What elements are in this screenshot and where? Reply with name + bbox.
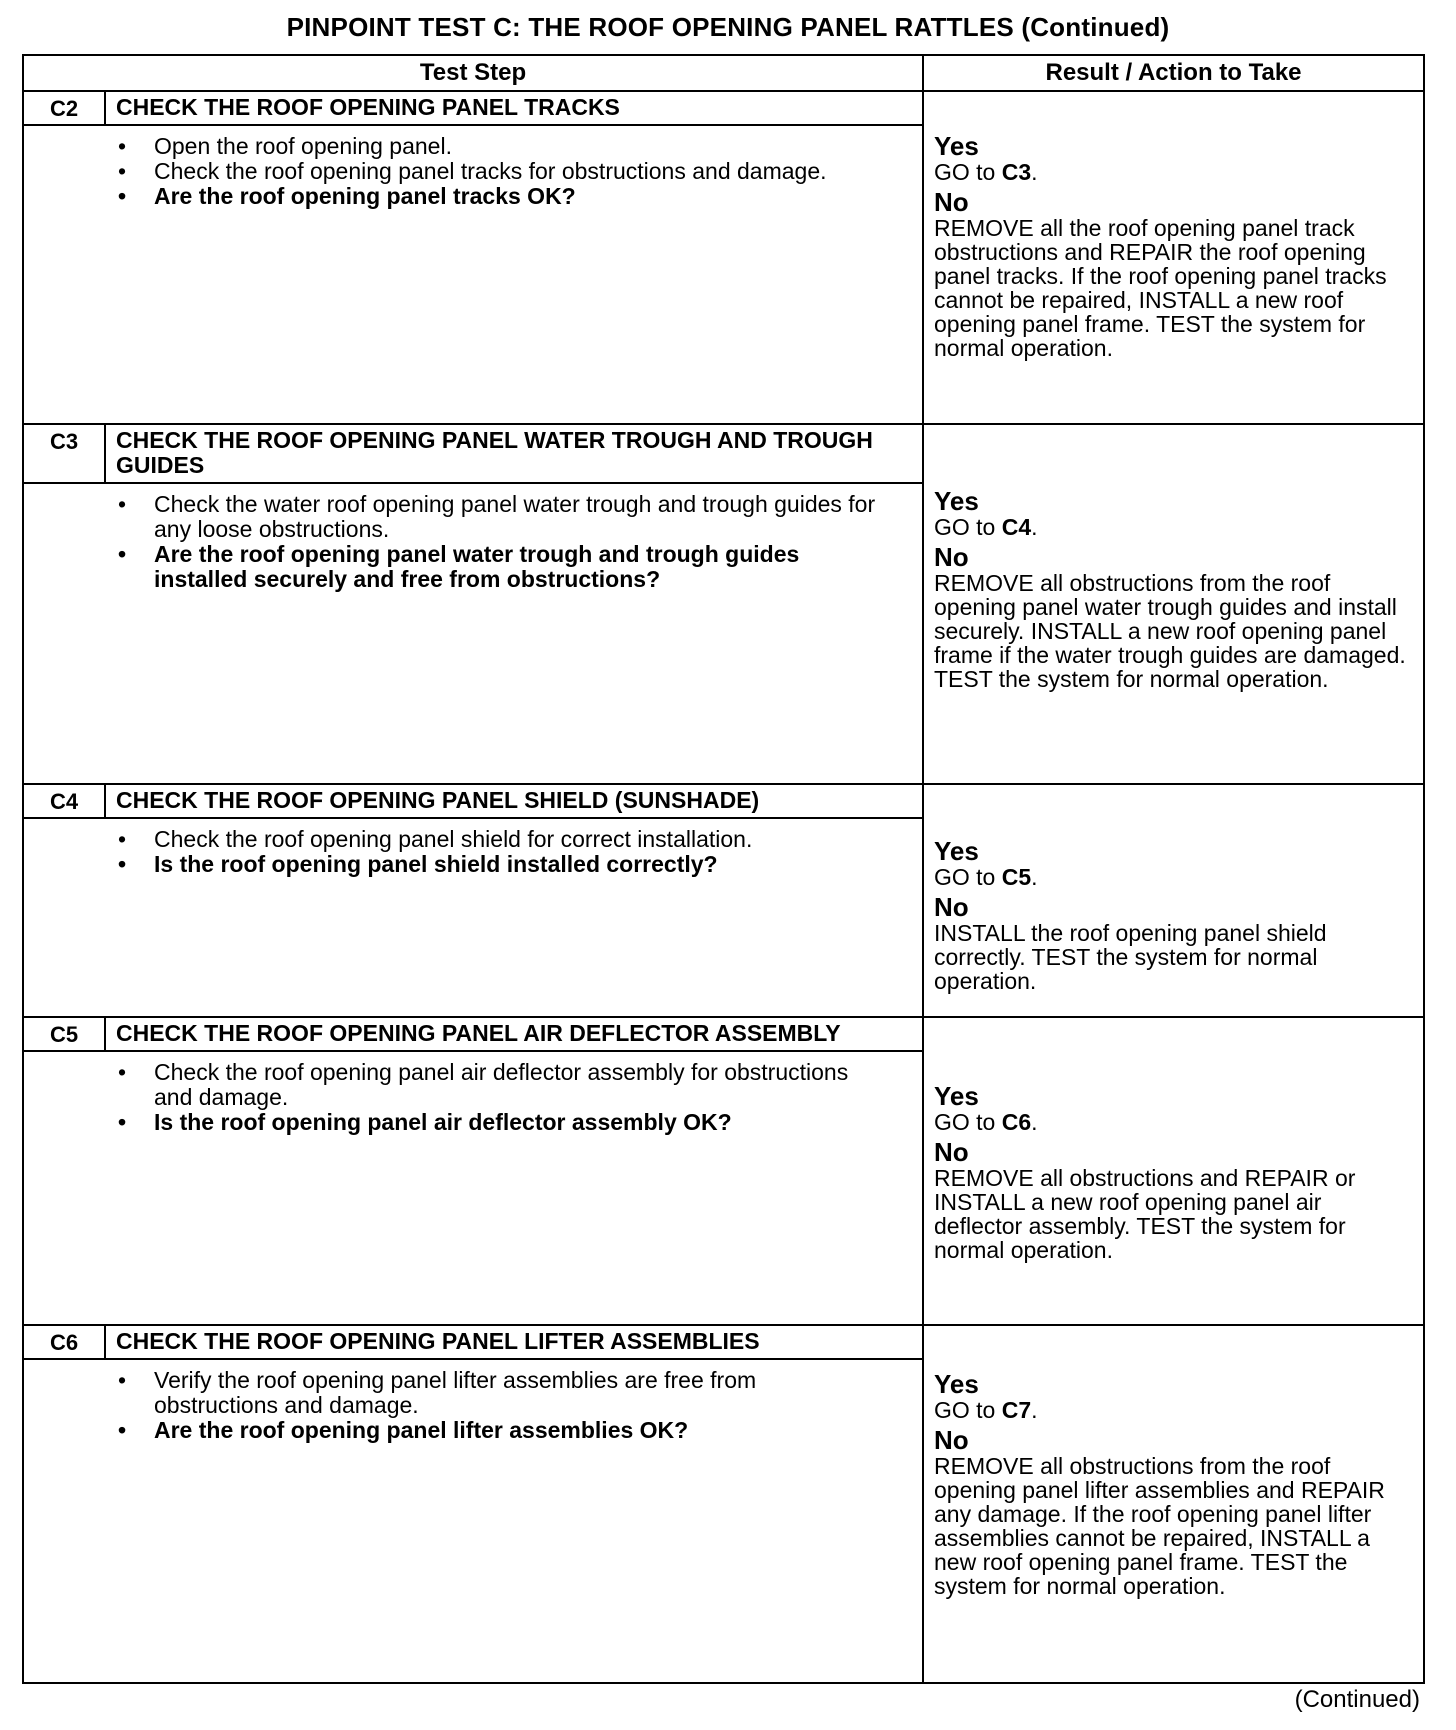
step-bullet: • Check the water roof opening panel water trough and trough guides for any loose obstructions. — [154, 492, 882, 542]
yes-label: Yes — [934, 1369, 979, 1399]
yes-action: GO to C4. — [934, 514, 1038, 540]
no-action: INSTALL the roof opening panel shield correctly. TEST the system for normal operation. — [934, 920, 1327, 994]
test-step-row — [23, 1325, 1424, 1683]
no-action: REMOVE all obstructions from the roof opening panel lifter assemblies and REPAIR any damage. If the roof opening panel lifter assemblies cannot be repaired, INSTALL a new roof opening panel frame. TEST the system for normal operation. — [934, 1453, 1385, 1599]
test-step-cell — [23, 1017, 923, 1325]
test-step-row — [23, 1017, 1424, 1325]
yes-target-link[interactable]: C3 — [1001, 159, 1032, 185]
result-cell — [923, 1325, 1424, 1683]
no-label: No — [934, 1425, 969, 1455]
step-number: C4 — [24, 785, 106, 817]
page-title: PINPOINT TEST C: THE ROOF OPENING PANEL RATTLES (Continued) — [286, 12, 1170, 42]
step-bullet: • Check the roof opening panel air deflector assembly for obstructions and damage. — [154, 1060, 882, 1110]
test-step-cell — [23, 784, 923, 1017]
pinpoint-test-table — [22, 54, 1425, 1684]
step-bullet: • Open the roof opening panel. — [154, 134, 882, 159]
step-heading: CHECK THE ROOF OPENING PANEL LIFTER ASSEMBLIES — [116, 1328, 760, 1354]
yes-action: GO to C3. — [934, 159, 1038, 185]
step-question: • Are the roof opening panel tracks OK? — [154, 184, 882, 209]
test-step-row — [23, 424, 1424, 784]
step-number: C2 — [24, 92, 106, 124]
yes-target-link[interactable]: C6 — [1001, 1109, 1032, 1135]
yes-go-text: GO to — [934, 1109, 1002, 1135]
result-cell — [923, 424, 1424, 784]
yes-go-text: GO to — [934, 864, 1002, 890]
yes-label: Yes — [934, 131, 979, 161]
step-bullet: • Check the roof opening panel shield for correct installation. — [154, 827, 882, 852]
step-instructions — [24, 1368, 922, 1443]
test-step-row — [23, 91, 1424, 424]
step-heading: CHECK THE ROOF OPENING PANEL WATER TROUGH AND TROUGH GUIDES — [116, 427, 873, 478]
yes-target-link[interactable]: C5 — [1001, 864, 1032, 890]
yes-target-link[interactable]: C4 — [1001, 514, 1032, 540]
no-label: No — [934, 187, 969, 217]
no-action: REMOVE all the roof opening panel track obstructions and REPAIR the roof opening panel tracks. If the roof opening panel tracks cannot be repaired, INSTALL a new roof opening panel frame. TEST the system for normal operation. — [934, 215, 1387, 361]
result-cell — [923, 91, 1424, 424]
no-label: No — [934, 1137, 969, 1167]
step-heading: CHECK THE ROOF OPENING PANEL TRACKS — [116, 94, 620, 120]
step-heading: CHECK THE ROOF OPENING PANEL SHIELD (SUNSHADE) — [116, 787, 760, 813]
no-action: REMOVE all obstructions and REPAIR or INSTALL a new roof opening panel air deflector assembly. TEST the system for normal operation. — [934, 1165, 1356, 1263]
step-instructions — [24, 134, 922, 209]
no-label: No — [934, 892, 969, 922]
result-header: Result / Action to Take — [923, 55, 1424, 91]
step-instructions — [24, 492, 922, 592]
yes-go-text: GO to — [934, 1397, 1002, 1423]
result-cell — [923, 784, 1424, 1017]
yes-label: Yes — [934, 836, 979, 866]
test-step-header: Test Step — [23, 55, 923, 91]
yes-action: GO to C6. — [934, 1109, 1038, 1135]
yes-action: GO to C5. — [934, 864, 1038, 890]
yes-label: Yes — [934, 1081, 979, 1111]
continued-footer: (Continued) — [1294, 1686, 1420, 1713]
no-action: REMOVE all obstructions from the roof opening panel water trough guides and install securely. INSTALL a new roof opening panel frame if the water trough guides are damaged. TEST the system for normal operation. — [934, 570, 1406, 692]
step-question: • Is the roof opening panel shield installed correctly? — [154, 852, 882, 877]
no-label: No — [934, 542, 969, 572]
step-bullet: • Check the roof opening panel tracks for obstructions and damage. — [154, 159, 882, 184]
test-step-cell — [23, 91, 923, 424]
step-instructions — [24, 1060, 922, 1135]
yes-action: GO to C7. — [934, 1397, 1038, 1423]
step-instructions — [24, 827, 922, 877]
step-question: • Are the roof opening panel water trough and trough guides installed securely and free from obstructions? — [154, 542, 882, 592]
step-number: C5 — [24, 1018, 106, 1050]
step-question: • Is the roof opening panel air deflector assembly OK? — [154, 1110, 882, 1135]
yes-go-text: GO to — [934, 514, 1002, 540]
test-step-cell — [23, 1325, 923, 1683]
yes-go-text: GO to — [934, 159, 1002, 185]
step-number: C6 — [24, 1326, 106, 1358]
step-question: • Are the roof opening panel lifter assemblies OK? — [154, 1418, 882, 1443]
yes-label: Yes — [934, 486, 979, 516]
test-step-row — [23, 784, 1424, 1017]
test-step-cell — [23, 424, 923, 784]
step-bullet: • Verify the roof opening panel lifter assemblies are free from obstructions and damage. — [154, 1368, 882, 1418]
step-number: C3 — [24, 425, 106, 482]
yes-target-link[interactable]: C7 — [1001, 1397, 1032, 1423]
step-heading: CHECK THE ROOF OPENING PANEL AIR DEFLECTOR ASSEMBLY — [116, 1020, 841, 1046]
result-cell — [923, 1017, 1424, 1325]
